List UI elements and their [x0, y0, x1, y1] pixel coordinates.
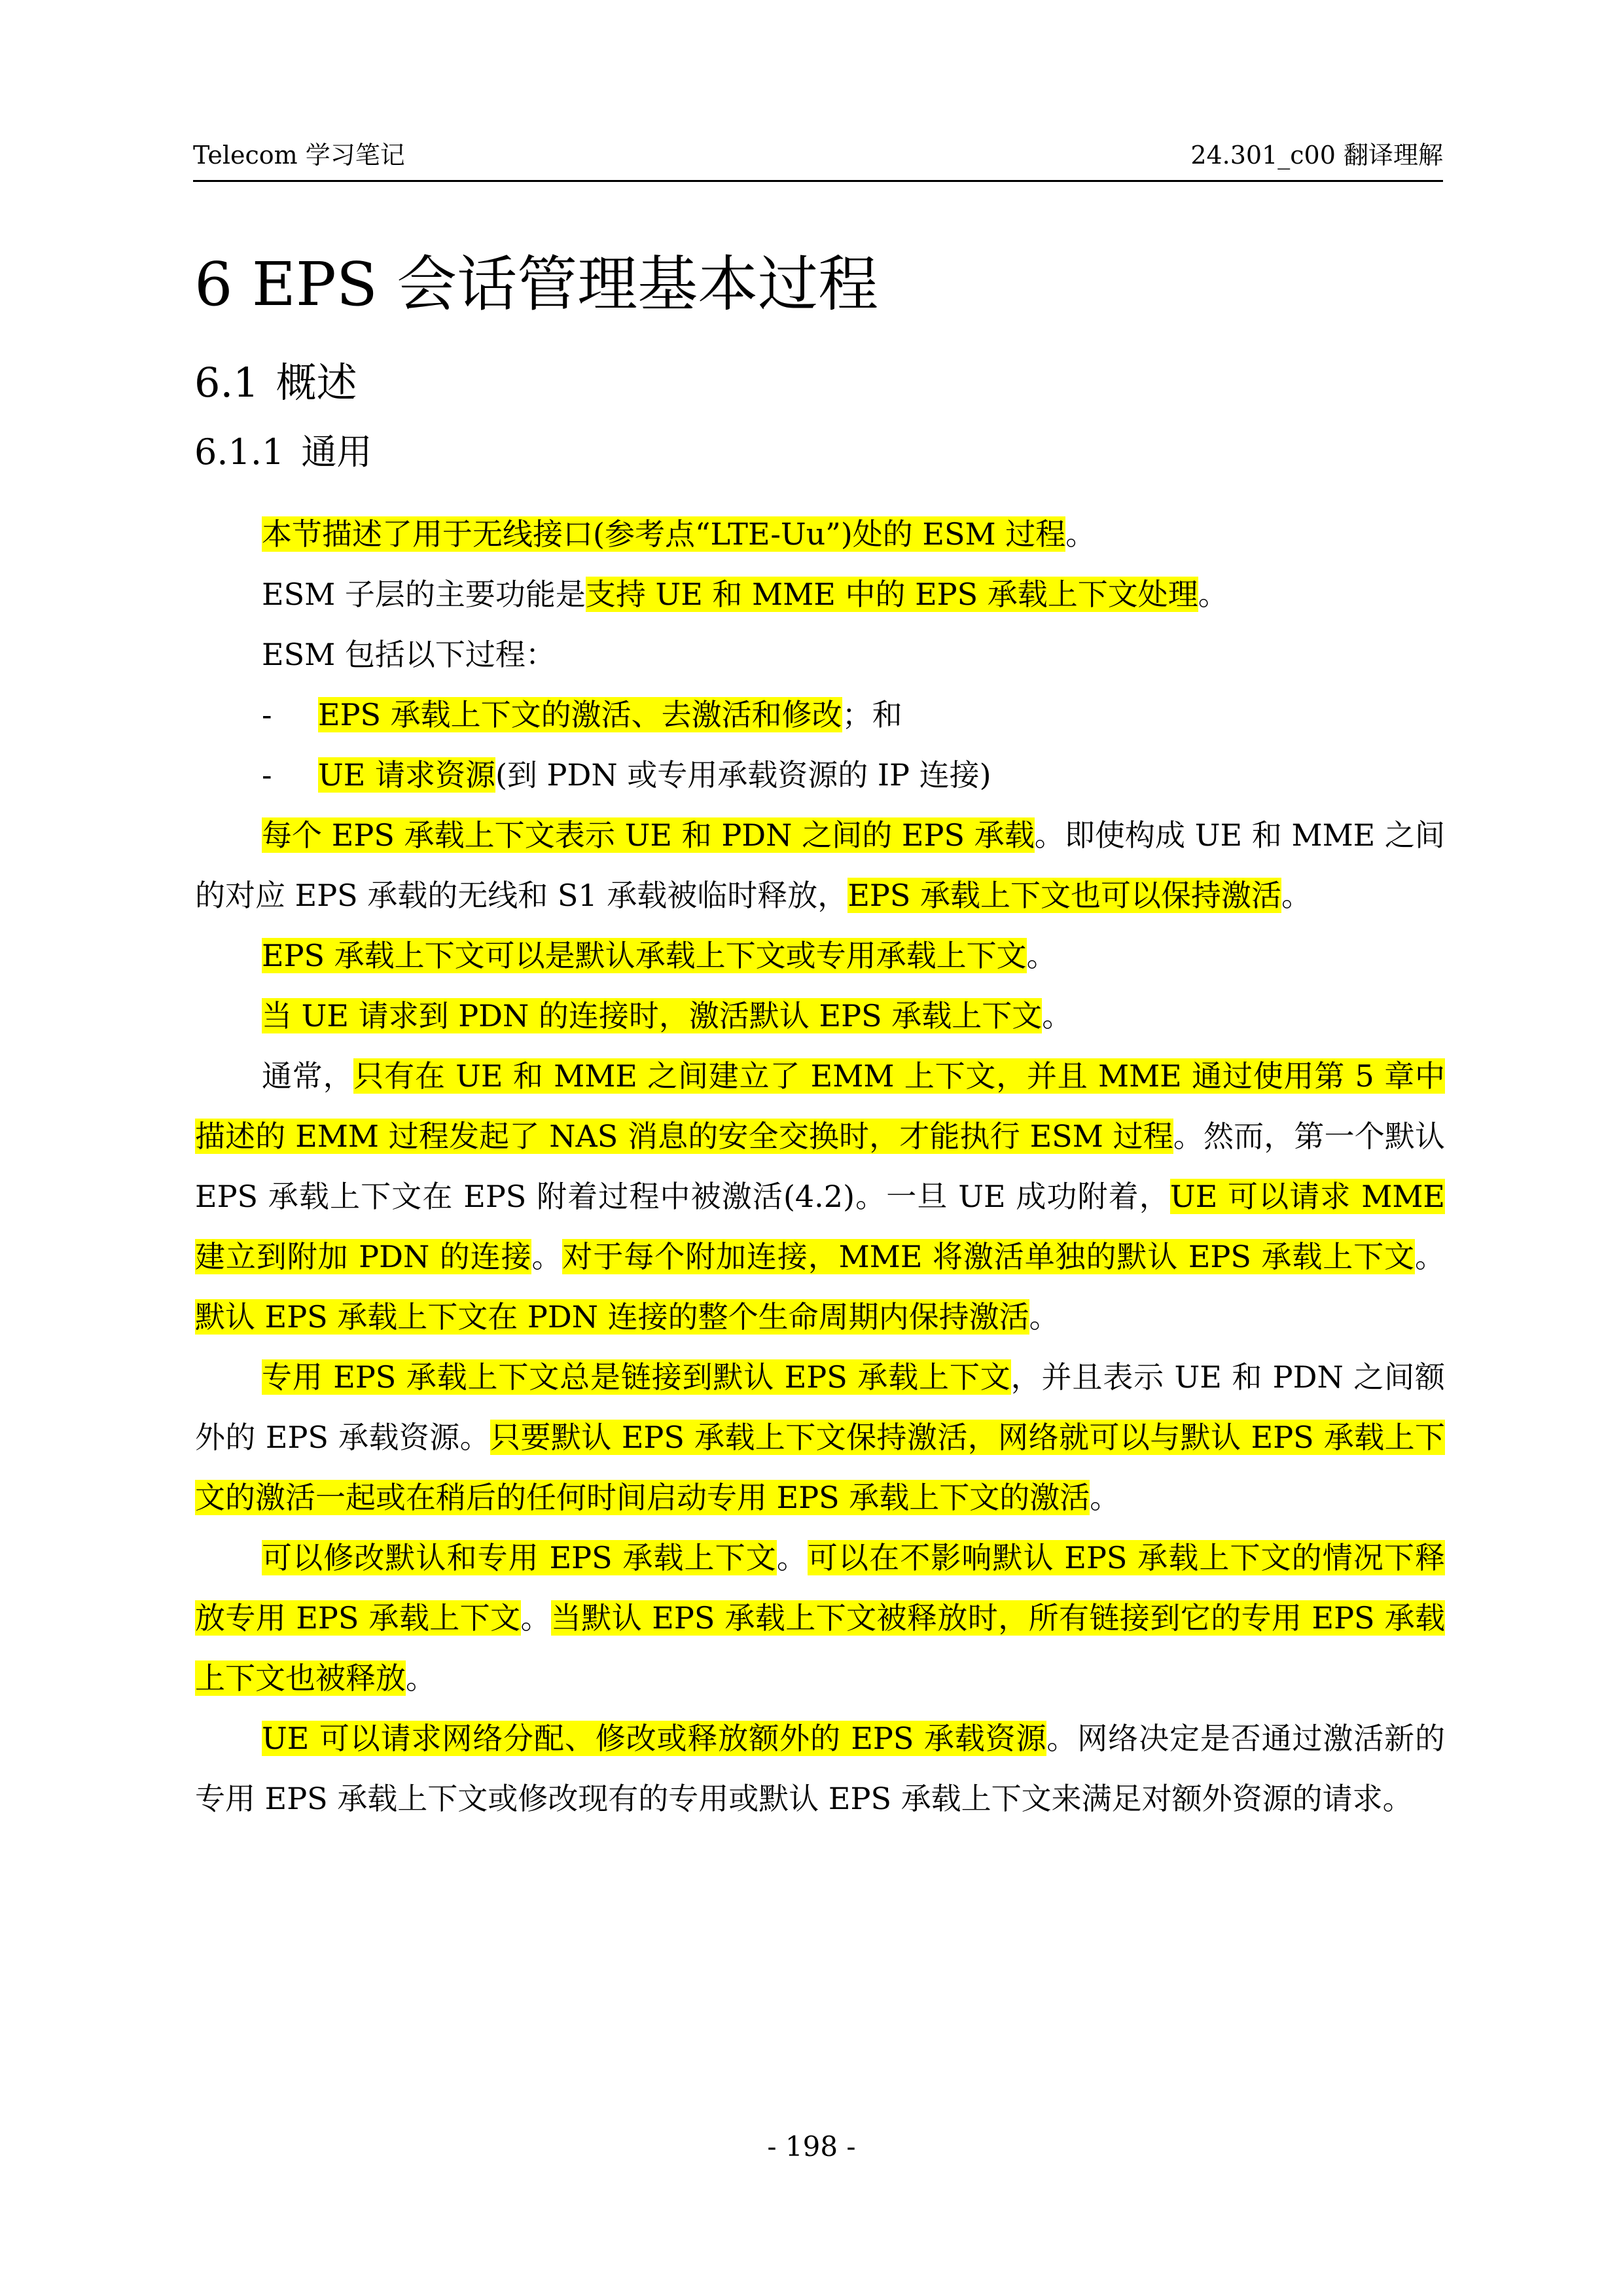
text-run: (到 PDN 或专用承载资源的 IP 连接): [495, 757, 991, 793]
body-text: [195, 504, 1445, 1829]
section-number: 6.1: [194, 359, 259, 406]
paragraph: [195, 1046, 1445, 1347]
text-run: 。: [520, 1600, 551, 1636]
highlighted-text: 专用 EPS 承载上下文总是链接到默认 EPS 承载上下文: [262, 1359, 1011, 1395]
text-run: ESM 包括以下过程：: [262, 637, 556, 672]
subsection-heading: [194, 429, 372, 476]
highlighted-text: UE 可以请求网络分配、修改或释放额外的 EPS 承载资源: [262, 1721, 1047, 1756]
text-run: 。: [1042, 998, 1073, 1033]
page-header: [193, 134, 1443, 182]
text-run: 。: [531, 1239, 563, 1274]
text-run: ESM 子层的主要功能是: [262, 577, 586, 612]
list-item: [195, 745, 1445, 805]
page-number: - 198 -: [767, 2130, 856, 2162]
section-heading: [194, 357, 357, 409]
text-run: 通常，: [262, 1058, 354, 1094]
highlighted-text: 可以在不影响默认 EPS 承载上下文的情况下释放专用 EPS 承载上下文: [195, 1540, 1446, 1636]
highlighted-text: 默认 EPS 承载上下文在 PDN 连接的整个生命周期内保持激活: [195, 1299, 1029, 1335]
highlighted-text: 当默认 EPS 承载上下文被释放时，所有链接到它的专用 EPS 承载上下文也被释放: [195, 1600, 1446, 1696]
highlighted-text: EPS 承载上下文也可以保持激活: [847, 878, 1281, 913]
highlighted-text: UE 可以请求 MME 建立到附加 PDN 的连接: [195, 1179, 1446, 1274]
paragraph: [195, 1708, 1445, 1829]
highlighted-text: EPS 承载上下文可以是默认承载上下文或专用承载上下文: [262, 938, 1027, 973]
list-item: [195, 685, 1445, 745]
highlighted-text: 对于每个附加连接，MME 将激活单独的默认 EPS 承载上下文: [562, 1239, 1415, 1274]
subsection-number: 6.1.1: [194, 431, 285, 473]
header-left-text: Telecom 学习笔记: [193, 141, 405, 170]
chapter-title: 6 EPS 会话管理基本过程: [194, 249, 879, 319]
header-right-text: 24.301_c00 翻译理解: [1190, 141, 1443, 170]
text-run: 。然而，第一个默认 EPS 承载上下文在 EPS 附着过程中被激活(4.2)。一旦 UE 成功附着，: [195, 1119, 1446, 1214]
paragraph: [195, 986, 1445, 1046]
highlighted-text: 只有在 UE 和 MME 之间建立了 EMM 上下文，并且 MME 通过使用第 5 章中描述的 EMM 过程发起了 NAS 消息的安全交换时，才能执行 ESM 过程: [195, 1058, 1445, 1154]
text-run: 。即使构成 UE 和 MME 之间的对应 EPS 承载的无线和 S1 承载被临时释放，: [195, 817, 1445, 913]
subsection-title: 通用: [301, 431, 372, 473]
highlighted-text: 当 UE 请求到 PDN 的连接时，激活默认 EPS 承载上下文: [262, 998, 1043, 1033]
highlighted-text: UE 请求资源: [318, 757, 495, 793]
paragraph: [195, 805, 1445, 925]
text-run: 。: [1198, 577, 1228, 612]
highlighted-text: 每个 EPS 承载上下文表示 UE 和 PDN 之间的 EPS 承载: [262, 817, 1035, 853]
paragraph: [195, 1528, 1445, 1708]
text-run: 。: [1065, 516, 1096, 552]
text-run: 。: [776, 1540, 808, 1575]
text-run: 。: [406, 1660, 436, 1696]
highlighted-text: 本节描述了用于无线接口(参考点“LTE-Uu”)处的 ESM 过程: [262, 516, 1066, 552]
highlighted-text: 可以修改默认和专用 EPS 承载上下文: [262, 1540, 777, 1575]
highlighted-text: 支持 UE 和 MME 中的 EPS 承载上下文处理: [585, 577, 1198, 612]
text-run: 。: [1281, 878, 1311, 913]
highlighted-text: 只要默认 EPS 承载上下文保持激活，网络就可以与默认 EPS 承载上下文的激活一起或在稍后的任何时间启动专用 EPS 承载上下文的激活: [195, 1420, 1445, 1515]
text-run: 。网络决定是否通过激活新的专用 EPS 承载上下文或修改现有的专用或默认 EPS 承载上下文来满足对额外资源的请求。: [195, 1721, 1446, 1816]
paragraph: [195, 925, 1445, 986]
text-run: 。: [1026, 938, 1057, 973]
text-run: 。: [1090, 1480, 1120, 1515]
section-title: 概述: [276, 359, 357, 406]
paragraph: [195, 624, 1445, 685]
list-dash: -: [262, 757, 272, 793]
paragraph: [195, 504, 1445, 564]
highlighted-text: EPS 承载上下文的激活、去激活和修改: [318, 697, 842, 732]
list-dash: -: [262, 697, 272, 732]
text-run: 。: [1415, 1239, 1445, 1274]
text-run: 。: [1029, 1299, 1060, 1335]
text-run: ；和: [842, 697, 902, 732]
paragraph: [195, 564, 1445, 624]
paragraph: [195, 1347, 1445, 1528]
text-run: ，并且表示 UE 和 PDN 之间额外的 EPS 承载资源。: [195, 1359, 1445, 1455]
